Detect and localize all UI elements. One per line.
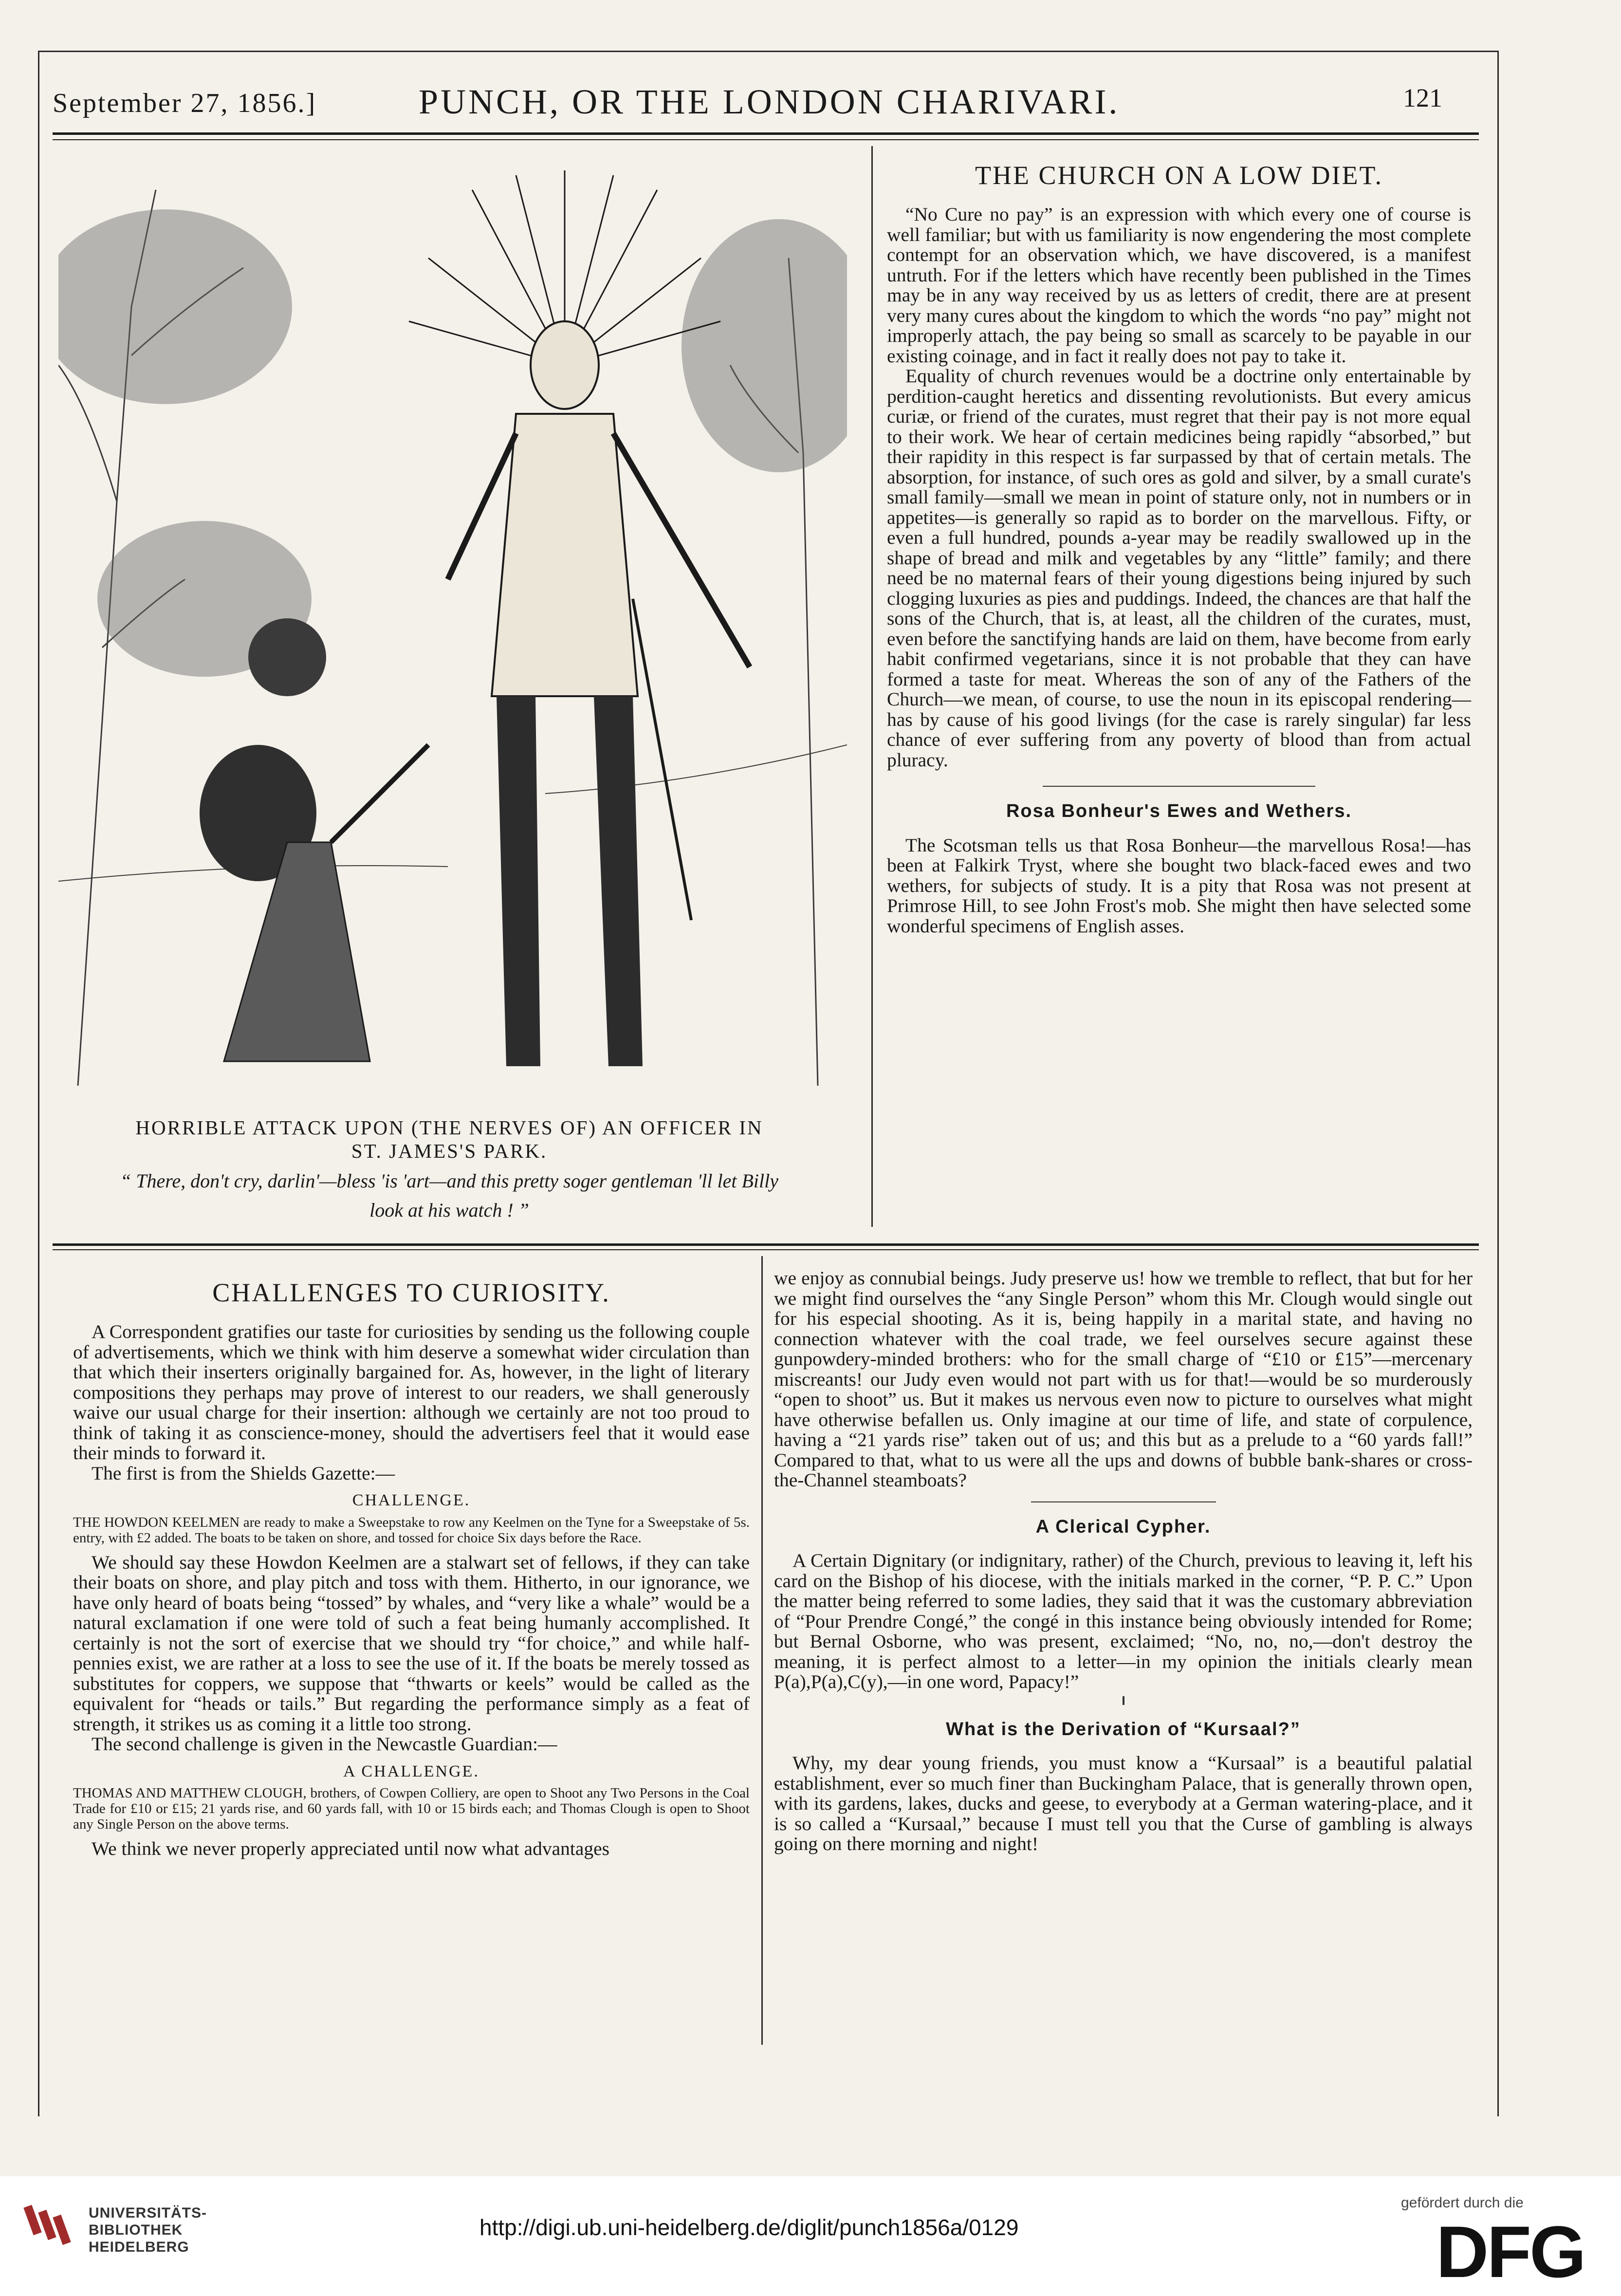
cypher-paragraph: A Certain Dignitary (or indignitary, rather) of the Church, previous to leaving it, left his card on the Bishop of his diocese, with the initials marked in the corner, “P. P. C.” Upon the matter being referred to some ladies, they said that it was the customary abbreviation of “Pour Prendre Congé,” the congé in this instance being obviously intended for Rome; but Bernal Osborne, who was present, exclaimed; “No, no, no,—don't destroy the meaning, it is perfect almost to a letter—in my opinion the initials clearly mean P(a),P(a),C(y),—in one word, Papacy!” [774, 1550, 1473, 1692]
library-name-line-3: HEIDELBERG [89, 2239, 189, 2255]
article-challenges-continued [774, 1268, 1473, 1854]
rosa-title: Rosa Bonheur's Ewes and Wethers. [1006, 801, 1352, 821]
article-church [887, 161, 1471, 936]
challenges-paragraph-3: We should say these Howdon Keelmen are a stalwart set of fellows, if they can take their boats on shore, and play pitch and toss with them. Hitherto, in our ignorance, we have only heard of boats being “tossed” by whales, and “very like a whale” would be a natural exclamation if one were told of such a feat being humanly accomplished. It certainly is not the sort of exercise that we should try “for choice,” and while half-pennies exist, we are rather at a loss to see the use of it. If the boats be merely tossed as substitutes for coppers, we suppose that “thwarts or keels” would be called as the equivalent for “heads or tails.” But regarding the performance simply as a feat of strength, it strikes us as coming it a little too strong. [73, 1551, 750, 1735]
challenges-title: CHALLENGES TO CURIOSITY. [212, 1278, 610, 1307]
library-name-line-2: BIBLIOTHEK [89, 2222, 183, 2238]
column-divider-bottom [761, 1256, 763, 2045]
challenges-paragraph-5: We think we never properly appreciated until now what advantages [92, 1838, 610, 1859]
header-rule-thick [53, 132, 1479, 135]
column-divider-top [871, 146, 873, 1227]
article-challenges [73, 1278, 750, 1859]
header-page-number: 121 [1403, 83, 1442, 112]
university-library-logo-icon [23, 2201, 72, 2259]
middle-rule-thin [53, 1249, 1479, 1250]
caption-title-2: ST. JAMES'S PARK. [351, 1140, 548, 1162]
funded-by-label: gefördert durch die [1401, 2195, 1524, 2211]
challenge-1-heading: CHALLENGE. [352, 1491, 471, 1509]
rosa-paragraph: The Scotsman tells us that Rosa Bonheur—the marvellous Rosa!—has been at Falkirk Tryst, where she bought two black-faced ewes and two wethers, for subjects of study. It is a pity that Rosa was not present at Primrose Hill, to see John Frost's mob. She might then have selected some wonderful specimens of English asses. [887, 834, 1471, 937]
cartoon-caption [53, 1116, 846, 1221]
header-rule-thin [53, 139, 1479, 140]
dfg-logo: DFG [1436, 2211, 1584, 2293]
church-paragraph-2: Equality of church revenues would be a doctrine only entertainable by perdition-caught heretics and dissenting revolutionists. But every amicus curiæ, or friend of the curates, must regret that their pay is not more equal to their work. We hear of certain medicines being rapidly “absorbed,” but their rapidity in this respect is far surpassed by that of certain metals. The absorption, for instance, of such ores as gold and silver, by a small curate's small family—small we mean in point of stature only, not in numbers or in appetites—is generally so rapid as to border on the marvellous. Fifty, or even a full hundred, pounds a-year may be readily swallowed up in the shape of bread and milk and vegetables by any “little” family; and there need be no maternal fears of their young digestions being injured by such clogging luxuries as pies and puddings. Indeed, the chances are that half the sons of the Church, that is, at least, all the children of the curates, must, even before the sanctifying hands are laid on them, have become from early habit confirmed vegetarians, since it is not probable that they can have formed a taste for meat. Whereas the son of any of the Fathers of the Church—we mean, of course, to use the noun in its episcopal rendering—has by cause of his good livings (for the case is rarely singular) far less chance of ever suffering from any poverty of blood than from actual pluracy. [887, 365, 1471, 771]
source-url-link[interactable]: http://digi.ub.uni-heidelberg.de/diglit/punch1856a/0129 [479, 2215, 1019, 2240]
library-name-line-1: UNIVERSITÄTS- [89, 2205, 207, 2221]
section-rule [1031, 1501, 1216, 1502]
cypher-title: A Clerical Cypher. [1035, 1516, 1211, 1537]
challenges-continued-paragraph: we enjoy as connubial beings. Judy preserve us! how we tremble to reflect, that but for her we might find ourselves the “any Single Person” whom this Mr. Clough would single out for his especial shooting. As it is, being happily in a marital state, and having no connection whatever with the coal trade, we feel ourselves secure against these gunpowdery-minded brothers: who for the small charge of “£10 or £15”—mercenary miscreants! our Judy even would not part with us for that!—would be so murderously “open to shoot” us. But it makes us nervous even now to picture to ourselves what might have otherwise befallen us. Only imagine at our time of life, and state of corpulence, having a “21 yards rise” taken out of us; and this but as a prelude to a “60 yards fall!” Compared to that, what to us were all the ups and downs of bubble bank-shares or cross-the-Channel steamboats? [774, 1267, 1473, 1491]
section-mark [1123, 1696, 1124, 1705]
header-date: September 27, 1856.] [53, 88, 317, 118]
challenges-paragraph-4: The second challenge is given in the Newcastle Guardian:— [92, 1733, 557, 1755]
header-title: PUNCH, OR THE LONDON CHARIVARI. [419, 82, 1120, 121]
caption-quote-1: “ There, don't cry, darlin'—bless 'is 'art—and this pretty soger gentleman 'll let Billy [120, 1170, 778, 1192]
challenges-paragraph-1: A Correspondent gratifies our taste for curiosities by sending us the following couple of advertisements, which we think with him deserve a somewhat wider circulation than that which their inserters originally bargained for. As, however, in the light of literary compositions they perhaps may prove of interest to our readers, we shall generously waive our usual charge for their insertion: although we certainly are not too proud to think of taking it as conscience-money, should the advertisers feel that it would ease their minds to forward it. [73, 1321, 750, 1463]
challenge-2-advertisement: THOMAS AND MATTHEW CLOUGH, brothers, of Cowpen Colliery, are open to Shoot any Two Persons in the Coal Trade for £10 or £15; 21 yards rise, and 60 yards fall, with 10 or 15 birds each; and Thomas Clough is open to Shoot any Single Person on the above terms. [73, 1785, 750, 1832]
church-paragraph-1: “No Cure no pay” is an expression with which every one of course is well familiar; but with us familiarity is now engendering the most complete contempt for an observation which, we have discovered, is a manifest untruth. For if the letters which have recently been published in the Times may be in any way received by us as letters of credit, there are at present very many cures about the kingdom to which the words “no pay” might not improperly attach, the pay being so small as scarcely to be payable in our existing coinage, and in fact it really does not pay to take it. [887, 204, 1471, 367]
caption-title-1: HORRIBLE ATTACK UPON (THE NERVES OF) AN OFFICER IN [135, 1116, 763, 1139]
caption-quote-2: look at his watch ! ” [369, 1199, 529, 1221]
cartoon-illustration [58, 161, 847, 1086]
church-title: THE CHURCH ON A LOW DIET. [975, 161, 1383, 190]
challenges-paragraph-2: The first is from the Shields Gazette:— [92, 1462, 395, 1484]
kursaal-paragraph: Why, my dear young friends, you must know a “Kursaal” is a beautiful palatial establishment, ever so much finer than Buckingham Palace, that is generally thrown open, with its gardens, lakes, ducks and geese, to everybody at a German watering-place, and it is so called a “Kursaal,” because I must tell you that the Curse of gambling is always going on there morning and night! [774, 1752, 1473, 1854]
challenge-2-heading: A CHALLENGE. [343, 1762, 479, 1780]
challenge-1-advertisement: THE HOWDON KEELMEN are ready to make a Sweepstake to row any Keelmen on the Tyne for a Sweepstake of 5s. entry, with £2 added. The boats to be taken on shore, and tossed for choice Six days before the Race. [73, 1514, 750, 1546]
library-name [89, 2204, 207, 2256]
middle-rule-thick [53, 1243, 1479, 1246]
kursaal-title: What is the Derivation of “Kursaal?” [946, 1719, 1301, 1740]
section-rule [1043, 786, 1315, 787]
